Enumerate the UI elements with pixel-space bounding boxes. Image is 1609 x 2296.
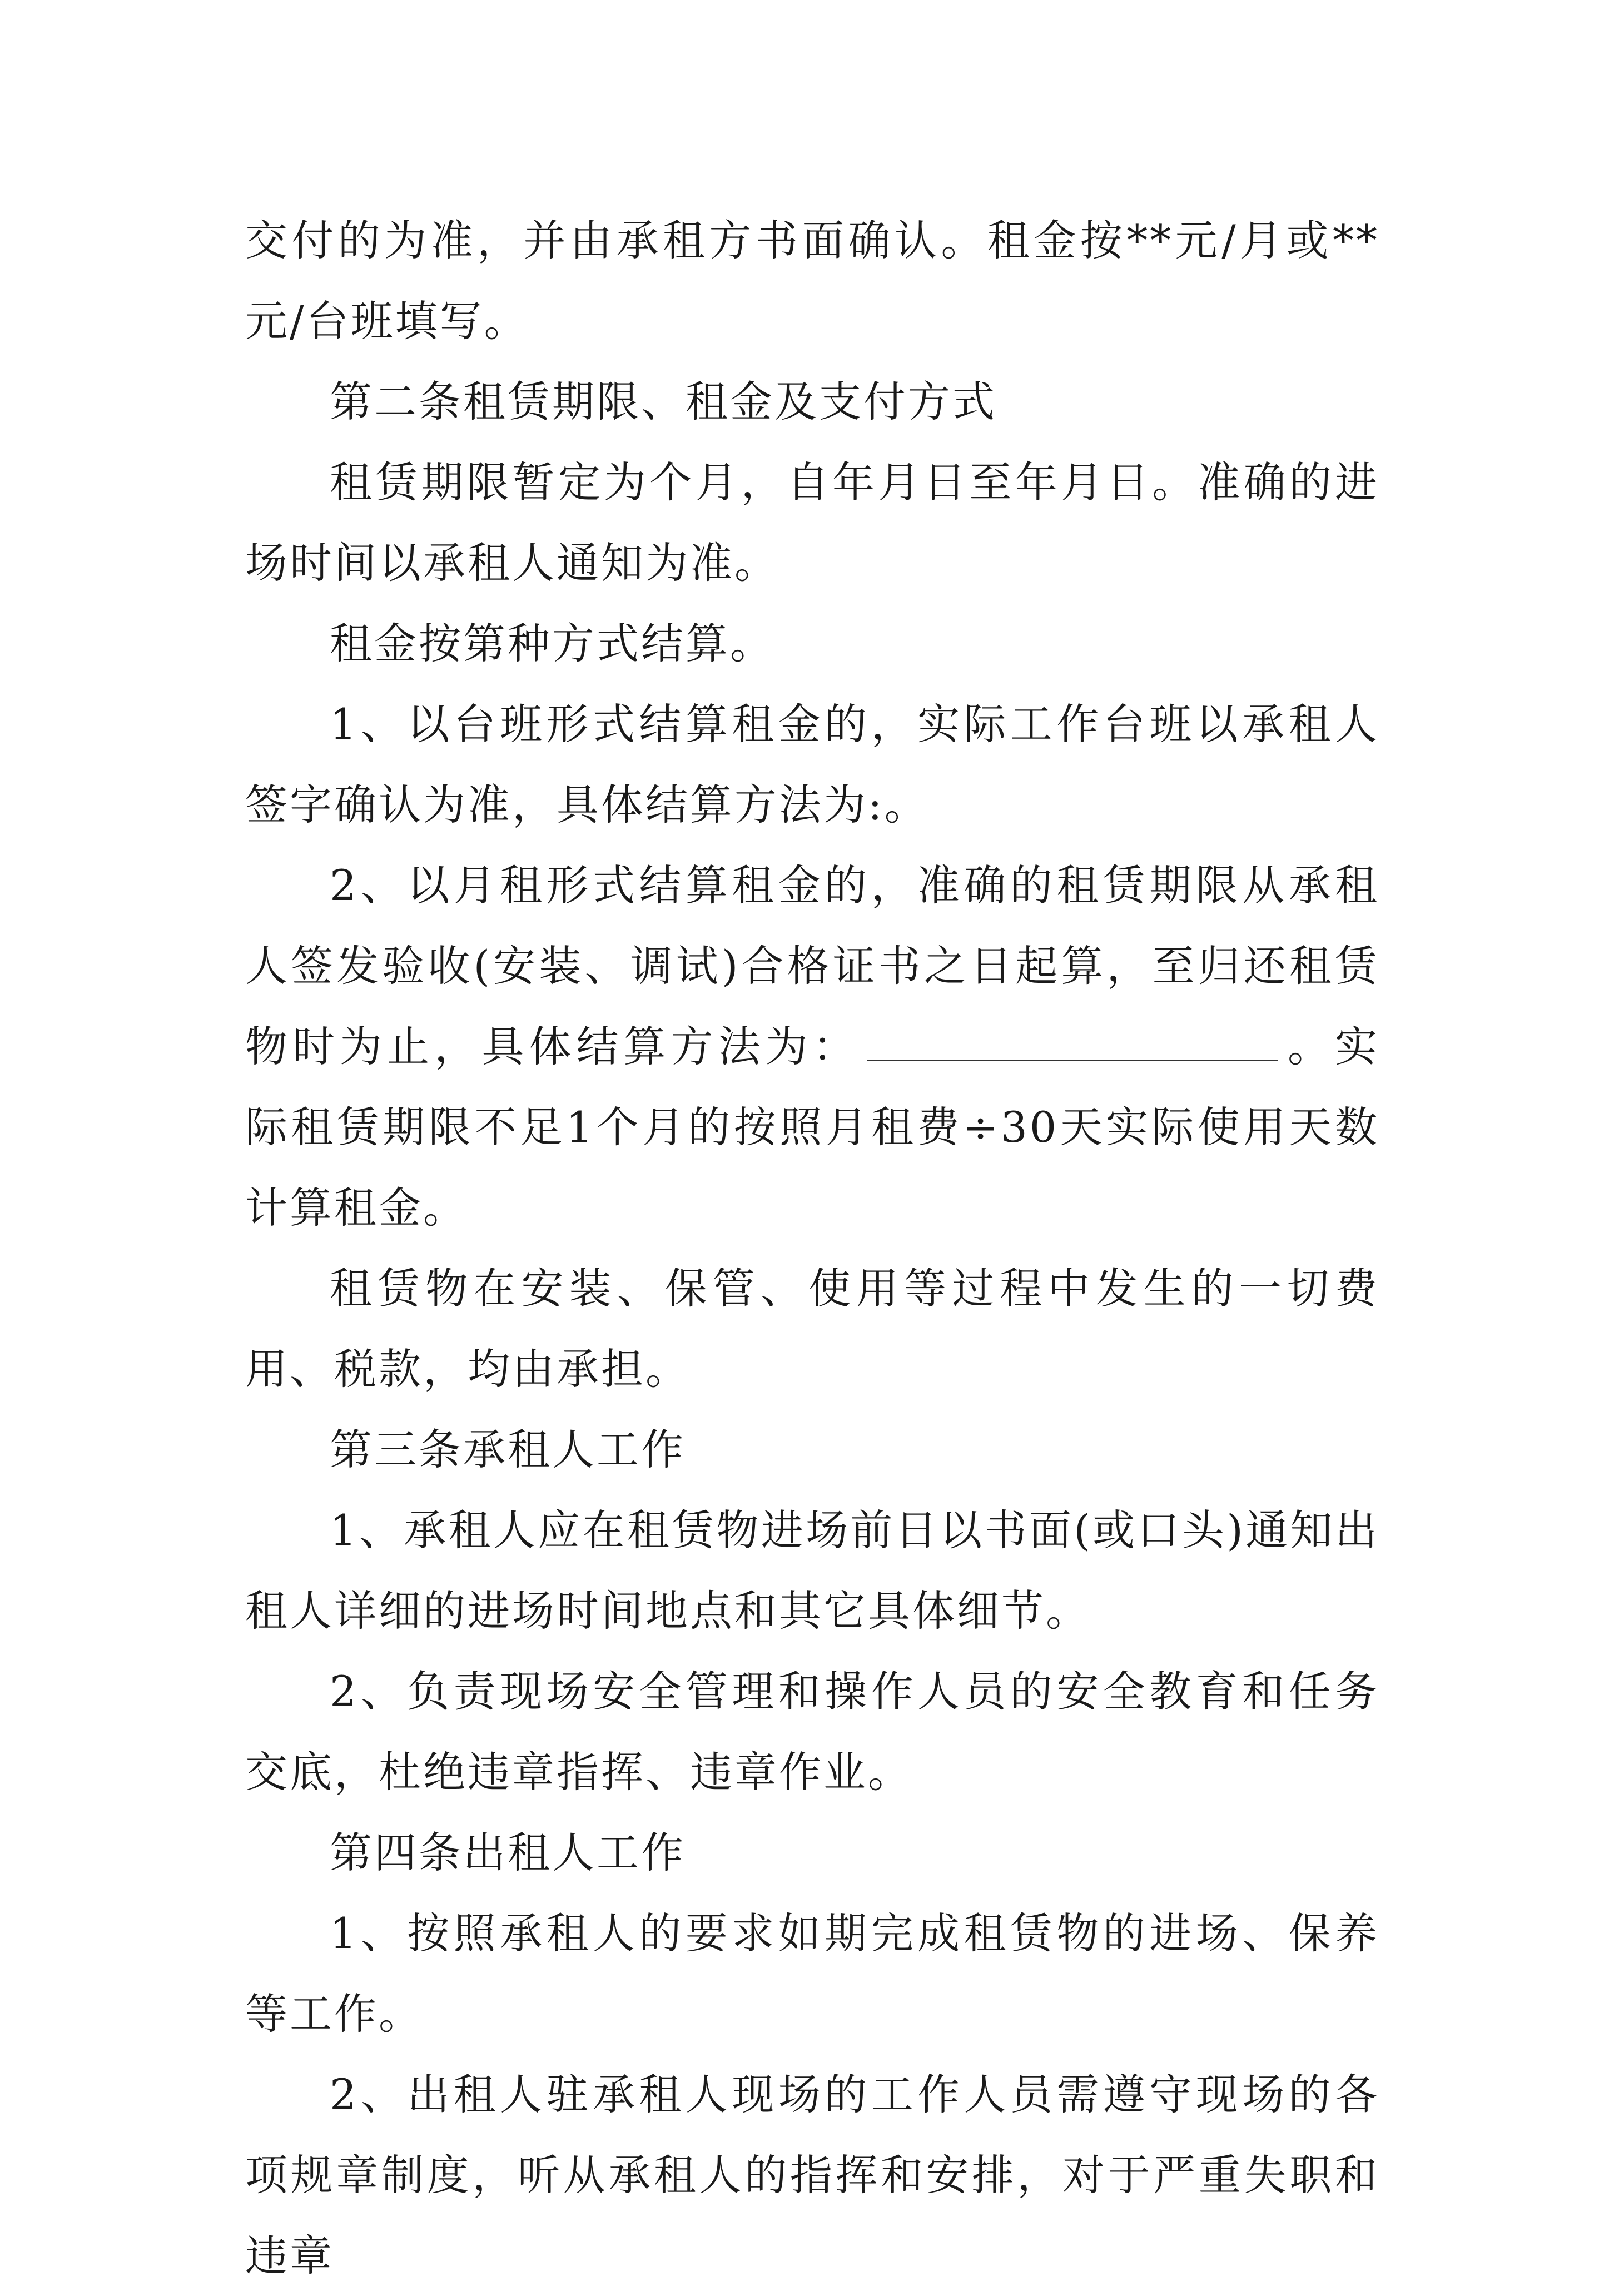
paragraph-shift-settlement: 1、以台班形式结算租金的，实际工作台班以承租人签字确认为准，具体结算方法为:。 xyxy=(245,699,1379,829)
paragraph-lessee-notice: 1、承租人应在租赁物进场前日以书面(或口头)通知出租人详细的进场时间地点和其它具体细节。 xyxy=(245,1505,1379,1636)
article-3-heading: 第三条承租人工作 xyxy=(330,1425,686,1474)
paragraph-monthly-settlement xyxy=(245,845,1379,1248)
article-4-heading: 第四条出租人工作 xyxy=(330,1828,686,1877)
document-body xyxy=(245,200,1379,2296)
paragraph-lessor-entry: 1、按照承租人的要求如期完成租赁物的进场、保养等工作。 xyxy=(245,1909,1379,2039)
paragraph-lease-term: 租赁期限暂定为个月，自年月日至年月日。准确的进场时间以承租人通知为准。 xyxy=(245,458,1379,588)
paragraph-fees-taxes: 租赁物在安装、保管、使用等过程中发生的一切费用、税款，均由承担。 xyxy=(245,1264,1379,1394)
monthly-settlement-text: 2、以月租形式结算租金的，准确的租赁期限从承租人签发验收(安装、调试)合格证书之日起算，至归还租赁物时为止，具体结算方法为： xyxy=(245,861,1379,1071)
paragraph-lessor-staff: 2、出租人驻承租人现场的工作人员需遵守现场的各项规章制度，听从承租人的指挥和安排，对于严重失职和违章 xyxy=(245,2070,1379,2280)
fill-in-blank-line xyxy=(867,1026,1278,1061)
paragraph-settlement-method: 租金按第种方式结算。 xyxy=(330,619,774,668)
monthly-settlement-tail: 。实际租赁期限不足1个月的按照月租费÷30天实际使用天数计算租金。 xyxy=(245,1022,1380,1233)
paragraph-rent-confirmation: 交付的为准，并由承租方书面确认。租金按**元/月或**元/台班填写。 xyxy=(245,216,1379,346)
article-2-heading: 第二条租赁期限、租金及支付方式 xyxy=(330,377,997,426)
paragraph-lessee-safety: 2、负责现场安全管理和操作人员的安全教育和任务交底，杜绝违章指挥、违章作业。 xyxy=(245,1667,1379,1797)
